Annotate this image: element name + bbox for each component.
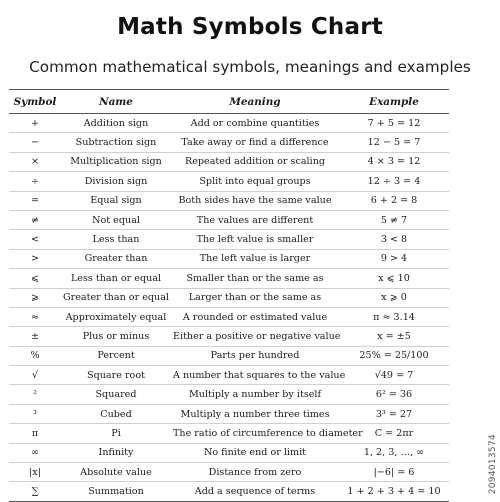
- cell-meaning: Add a sequence of terms: [171, 482, 339, 501]
- cell-meaning: Split into equal groups: [171, 172, 339, 191]
- cell-name: Summation: [61, 482, 171, 501]
- table-row: [9, 114, 449, 133]
- cell-name: Less than: [61, 230, 171, 249]
- table-row: [9, 424, 449, 443]
- cell-name: Square root: [61, 366, 171, 385]
- cell-symbol: ∞: [9, 443, 61, 462]
- cell-symbol: ²: [9, 385, 61, 404]
- header-meaning: Meaning: [171, 90, 339, 114]
- cell-example: 9 > 4: [339, 249, 449, 268]
- cell-symbol: ×: [9, 152, 61, 171]
- cell-name: Percent: [61, 346, 171, 365]
- page-subtitle: Common mathematical symbols, meanings and examples: [29, 58, 471, 76]
- cell-example: |−6| = 6: [339, 463, 449, 482]
- cell-example: 1, 2, 3, …, ∞: [339, 443, 449, 462]
- cell-meaning: Take away or find a difference: [171, 133, 339, 152]
- header-row: [9, 90, 449, 114]
- cell-example: 12 − 5 = 7: [339, 133, 449, 152]
- cell-meaning: Parts per hundred: [171, 346, 339, 365]
- cell-example: 5 ≠ 7: [339, 210, 449, 229]
- cell-symbol: ∑: [9, 482, 61, 501]
- cell-meaning: Distance from zero: [171, 463, 339, 482]
- cell-name: Greater than: [61, 249, 171, 268]
- symbols-table: [9, 89, 449, 502]
- cell-example: π ≈ 3.14: [339, 307, 449, 326]
- table-row: [9, 230, 449, 249]
- cell-symbol: ÷: [9, 172, 61, 191]
- cell-meaning: Both sides have the same value: [171, 191, 339, 210]
- cell-meaning: A number that squares to the value: [171, 366, 339, 385]
- cell-name: Less than or equal: [61, 269, 171, 288]
- cell-name: Greater than or equal: [61, 288, 171, 307]
- cell-meaning: A rounded or estimated value: [171, 307, 339, 326]
- table-row: [9, 385, 449, 404]
- cell-symbol: ⩾: [9, 288, 61, 307]
- cell-meaning: No finite end or limit: [171, 443, 339, 462]
- cell-name: Equal sign: [61, 191, 171, 210]
- cell-meaning: Repeated addition or scaling: [171, 152, 339, 171]
- cell-example: 1 + 2 + 3 + 4 = 10: [339, 482, 449, 501]
- cell-symbol: ⩽: [9, 269, 61, 288]
- cell-example: C = 2πr: [339, 424, 449, 443]
- cell-name: Plus or minus: [61, 327, 171, 346]
- cell-meaning: The left value is smaller: [171, 230, 339, 249]
- cell-name: Approximately equal: [61, 307, 171, 326]
- cell-example: x = ±5: [339, 327, 449, 346]
- cell-meaning: Add or combine quantities: [171, 114, 339, 133]
- cell-meaning: The values are different: [171, 210, 339, 229]
- cell-symbol: √: [9, 366, 61, 385]
- cell-name: Infinity: [61, 443, 171, 462]
- cell-name: Addition sign: [61, 114, 171, 133]
- cell-meaning: Multiply a number by itself: [171, 385, 339, 404]
- cell-name: Absolute value: [61, 463, 171, 482]
- table-row: [9, 191, 449, 210]
- cell-symbol: %: [9, 346, 61, 365]
- cell-symbol: >: [9, 249, 61, 268]
- cell-symbol: <: [9, 230, 61, 249]
- cell-meaning: The left value is larger: [171, 249, 339, 268]
- table-row: [9, 307, 449, 326]
- cell-meaning: Either a positive or negative value: [171, 327, 339, 346]
- cell-meaning: The ratio of circumference to diameter: [171, 424, 339, 443]
- cell-name: Squared: [61, 385, 171, 404]
- table-row: [9, 210, 449, 229]
- cell-symbol: π: [9, 424, 61, 443]
- cell-name: Cubed: [61, 404, 171, 423]
- cell-example: 12 ÷ 3 = 4: [339, 172, 449, 191]
- table-body: [9, 114, 449, 502]
- table-row: [9, 152, 449, 171]
- table-row: [9, 288, 449, 307]
- cell-meaning: Multiply a number three times: [171, 404, 339, 423]
- header-symbol: Symbol: [9, 90, 61, 114]
- cell-symbol: ≈: [9, 307, 61, 326]
- header-name: Name: [61, 90, 171, 114]
- table-row: [9, 404, 449, 423]
- table-row: [9, 482, 449, 501]
- cell-name: Pi: [61, 424, 171, 443]
- table-row: [9, 172, 449, 191]
- image-id-watermark: 2094013574: [488, 433, 498, 494]
- table-row: [9, 133, 449, 152]
- cell-example: 3³ = 27: [339, 404, 449, 423]
- header-example: Example: [339, 90, 449, 114]
- cell-meaning: Larger than or the same as: [171, 288, 339, 307]
- cell-symbol: ³: [9, 404, 61, 423]
- table-row: [9, 443, 449, 462]
- table-row: [9, 346, 449, 365]
- cell-example: 6² = 36: [339, 385, 449, 404]
- table-row: [9, 327, 449, 346]
- cell-symbol: +: [9, 114, 61, 133]
- cell-meaning: Smaller than or the same as: [171, 269, 339, 288]
- cell-example: 25% = 25/100: [339, 346, 449, 365]
- cell-example: 6 + 2 = 8: [339, 191, 449, 210]
- table-row: [9, 269, 449, 288]
- cell-name: Division sign: [61, 172, 171, 191]
- cell-example: x ⩾ 0: [339, 288, 449, 307]
- cell-name: Not equal: [61, 210, 171, 229]
- cell-example: x ⩽ 10: [339, 269, 449, 288]
- cell-example: √49 = 7: [339, 366, 449, 385]
- table-row: [9, 249, 449, 268]
- cell-example: 7 + 5 = 12: [339, 114, 449, 133]
- table-row: [9, 463, 449, 482]
- cell-example: 3 < 8: [339, 230, 449, 249]
- page-title: Math Symbols Chart: [117, 14, 383, 40]
- cell-symbol: −: [9, 133, 61, 152]
- cell-symbol: |x|: [9, 463, 61, 482]
- cell-symbol: ≠: [9, 210, 61, 229]
- cell-name: Subtraction sign: [61, 133, 171, 152]
- cell-symbol: =: [9, 191, 61, 210]
- cell-example: 4 × 3 = 12: [339, 152, 449, 171]
- table-row: [9, 366, 449, 385]
- cell-symbol: ±: [9, 327, 61, 346]
- cell-name: Multiplication sign: [61, 152, 171, 171]
